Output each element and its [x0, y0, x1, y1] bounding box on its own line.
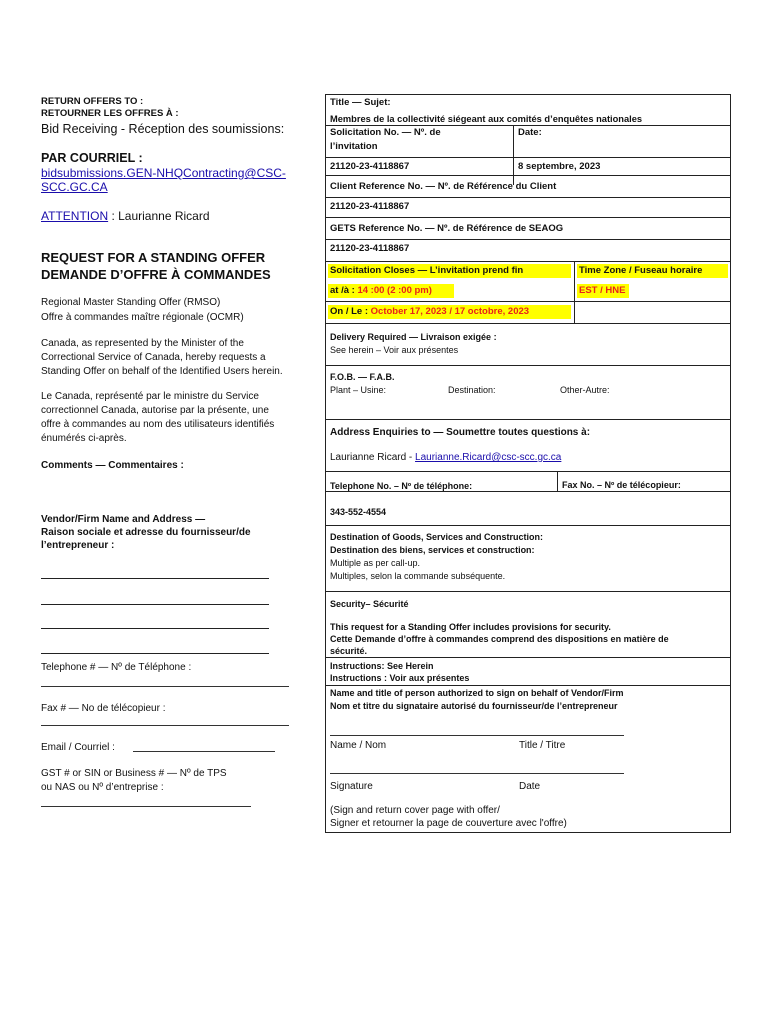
email-label: Email / Courriel :	[41, 742, 115, 753]
closes-label: Solicitation Closes — L’invitation prend fin	[330, 265, 524, 276]
gets-label: GETS Reference No. — Nº. de Référence de SEAOG	[330, 223, 564, 234]
security-text-fr: Cette Demande d’offre à commandes comprend des dispositions en matière de	[330, 634, 669, 644]
security-text-en: This request for a Standing Offer includes provisions for security.	[330, 622, 611, 632]
sign-return-en: (Sign and return cover page with offer/	[330, 805, 500, 816]
signature-date-field[interactable]	[330, 773, 624, 774]
instructions-en: Instructions: See Herein	[330, 661, 434, 671]
closing-time	[330, 285, 432, 297]
fob-destination: Destination:	[448, 385, 496, 395]
fax-label: Fax # — No de télécopieur :	[41, 703, 166, 714]
contact-email-link[interactable]: Laurianne.Ricard@csc-scc.gc.ca	[415, 452, 562, 463]
telephone-field[interactable]	[41, 686, 289, 687]
en-para-line: Standing Offer on behalf of the Identified Users herein.	[41, 366, 283, 377]
telephone-no-label: Telephone No. – Nº de téléphone:	[330, 481, 473, 491]
timezone-label: Time Zone / Fuseau horaire	[579, 265, 703, 276]
title-label: Title — Sujet:	[330, 97, 391, 108]
bid-email-link-cont[interactable]: SCC.GC.CA	[41, 180, 108, 194]
timezone-value: EST / HNE	[579, 285, 626, 296]
en-para-line: Canada, as represented by the Minister of the	[41, 338, 244, 349]
client-ref-value: 21120-23-4118867	[330, 201, 410, 212]
closing-date	[330, 306, 529, 318]
multiple-en: Multiple as per call-up.	[330, 558, 421, 568]
address-enquiries-label: Address Enquiries to — Soumettre toutes questions à:	[330, 427, 591, 438]
offer-info-box	[325, 94, 731, 833]
authorized-label-fr: Nom et titre du signataire autorisé du fournisseur/de l’entrepreneur	[330, 701, 618, 711]
gst-label: GST # or SIN or Business # — Nº de TPS	[41, 768, 227, 779]
gets-value: 21120-23-4118867	[330, 243, 410, 254]
on-label: On / Le :	[330, 306, 371, 317]
bid-receiving-label: Bid Receiving - Réception des soumissions:	[41, 122, 285, 136]
vendor-label-fr-cont: l’entrepreneur :	[41, 540, 115, 551]
vendor-line-3[interactable]	[41, 628, 269, 629]
date-label: Date:	[518, 127, 542, 138]
title-field-label: Title / Titre	[519, 740, 566, 751]
destination-goods-en: Destination of Goods, Services and Construction:	[330, 532, 544, 542]
signature-label: Signature	[330, 781, 373, 792]
par-courriel-label: PAR COURRIEL :	[41, 151, 143, 165]
fr-para-line: énumérés ci-après.	[41, 433, 127, 444]
name-label: Name / Nom	[330, 740, 387, 751]
date-field-label: Date	[519, 781, 541, 792]
destination-goods-fr: Destination des biens, services et construction:	[330, 545, 535, 555]
contact-name: Laurianne Ricard -	[330, 452, 416, 463]
telephone-label: Telephone # — Nº de Téléphone :	[41, 662, 192, 673]
fob-label: F.O.B. — F.A.B.	[330, 372, 395, 382]
rmso-fr: Offre à commandes maître régionale (OCMR)	[41, 312, 244, 323]
title-value: Membres de la collectivité siégeant aux comités d’enquêtes nationales	[330, 114, 643, 124]
fax-field[interactable]	[41, 725, 289, 726]
attention-name: : Laurianne Ricard	[108, 209, 210, 223]
return-offers-label: RETURN OFFERS TO :	[41, 96, 144, 107]
vendor-line-4[interactable]	[41, 653, 269, 654]
closing-date-value: October 17, 2023 / 17 octobre, 2023	[370, 306, 530, 317]
telephone-no-value: 343-552-4554	[330, 507, 387, 517]
contact-line	[330, 452, 561, 464]
attention-line	[41, 210, 210, 222]
request-title-fr: DEMANDE D’OFFRE À COMMANDES	[41, 267, 271, 282]
solicitation-no-label-fr: l’invitation	[330, 141, 378, 152]
vendor-label-fr: Raison sociale et adresse du fournisseur/de	[41, 527, 251, 538]
gst-field[interactable]	[41, 806, 251, 807]
fr-para-line: correctionnel Canada, autorise par la présente, une	[41, 405, 269, 416]
name-title-field[interactable]	[330, 735, 624, 736]
client-ref-label: Client Reference No. — Nº. de Référence du Client	[330, 181, 557, 192]
sign-return-fr: Signer et retourner la page de couverture avec l'offre)	[330, 818, 567, 829]
fax-no-label: Fax No. – Nº de télécopieur:	[562, 480, 681, 490]
vendor-line-2[interactable]	[41, 604, 269, 605]
security-text-fr-cont: sécurité.	[330, 646, 368, 656]
at-label: at /à :	[330, 285, 358, 296]
solicitation-no-value: 21120-23-4118867	[330, 161, 410, 172]
bid-email-link[interactable]: bidsubmissions.GEN-NHQContracting@CSC-	[41, 166, 286, 180]
attention-link[interactable]: ATTENTION	[41, 209, 109, 223]
email-field[interactable]	[133, 751, 275, 752]
rmso-en: Regional Master Standing Offer (RMSO)	[41, 297, 221, 308]
authorized-label-en: Name and title of person authorized to sign on behalf of Vendor/Firm	[330, 688, 624, 698]
closing-time-value: 14 :00 (2 :00 pm)	[357, 285, 432, 296]
fr-para-line: Le Canada, représenté par le ministre du Service	[41, 391, 259, 402]
date-value: 8 septembre, 2023	[518, 161, 601, 172]
comments-label: Comments — Commentaires :	[41, 460, 184, 471]
solicitation-no-label: Solicitation No. — Nº. de	[330, 127, 441, 138]
delivery-label: Delivery Required — Livraison exigée :	[330, 332, 497, 342]
multiple-fr: Multiples, selon la commande subséquente.	[330, 571, 506, 581]
en-para-line: Correctional Service of Canada, hereby requests a	[41, 352, 266, 363]
retourner-label: RETOURNER LES OFFRES À :	[41, 108, 179, 119]
fob-other: Other-Autre:	[560, 385, 610, 395]
gst-label-fr: ou NAS ou Nº d’entreprise :	[41, 782, 164, 793]
request-title-en: REQUEST FOR A STANDING OFFER	[41, 250, 266, 265]
instructions-fr: Instructions : Voir aux présentes	[330, 673, 470, 683]
delivery-value: See herein – Voir aux présentes	[330, 345, 459, 355]
fob-plant: Plant – Usine:	[330, 385, 387, 395]
fr-para-line: offre à commandes au nom des utilisateurs identifiés	[41, 419, 275, 430]
security-label: Security– Sécurité	[330, 599, 409, 609]
vendor-line-1[interactable]	[41, 578, 269, 579]
vendor-label: Vendor/Firm Name and Address —	[41, 514, 206, 525]
